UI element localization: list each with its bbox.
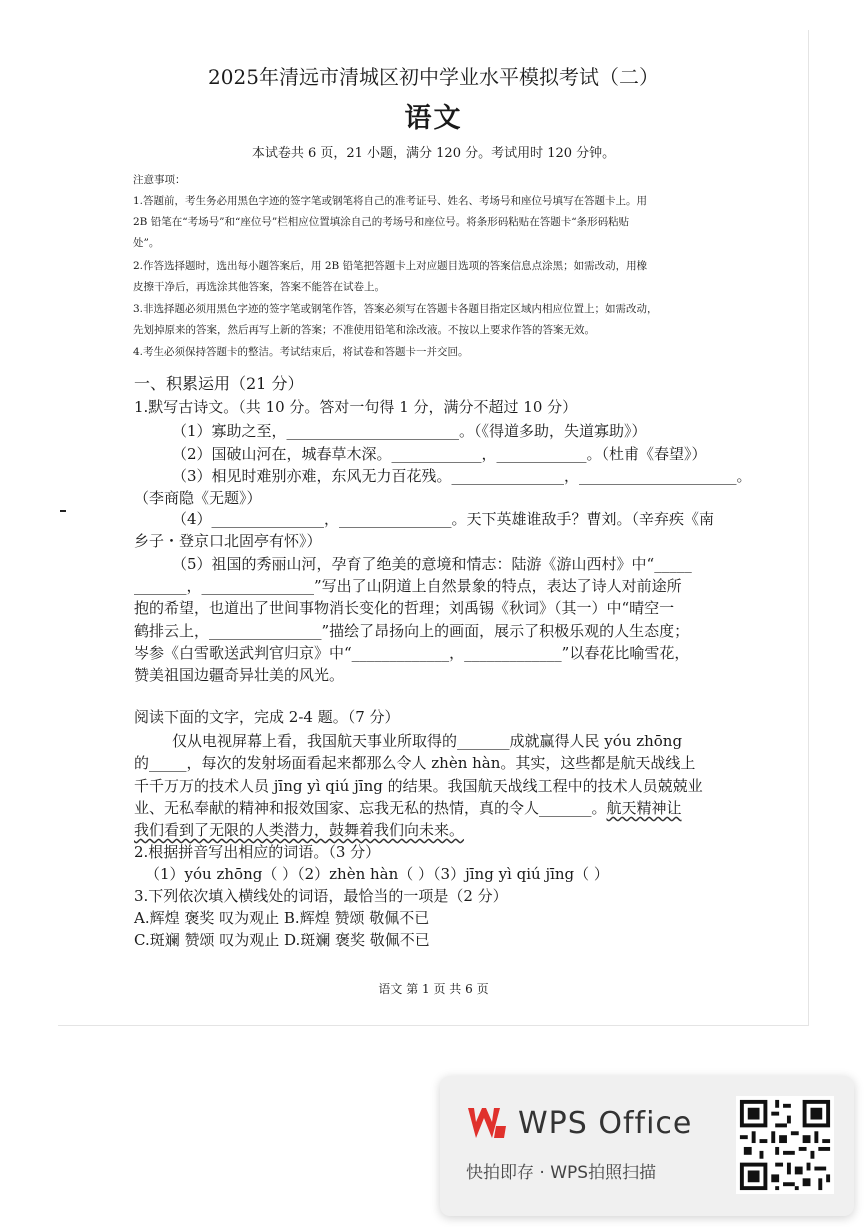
- question-1-line: 赞美祖国边疆奇异壮美的风光。: [134, 666, 345, 684]
- exam-subject: 语文: [404, 103, 463, 134]
- question-3-options: C.斑斓 赞颂 叹为观止 D.斑斓 褒奖 敬佩不已: [134, 931, 430, 949]
- reading-paragraph-line: 业、无私奉献的精神和报效国家、忘我无私的热情，真的令人_______。航天精神让: [134, 799, 682, 817]
- question-1-line: （1）寡助之至，_______________________。（《得道多助，失道寡助》）: [172, 422, 647, 440]
- question-1-line: 抱的希望，也道出了世间事物消长变化的哲理；刘禹锡《秋词》（其一）中“晴空一: [134, 599, 675, 617]
- notes-line: 2B 铅笔在“考场号”和“座位号”栏相应位置填涂自己的考场号和座位号。将条形码粘贴在答题卡“条形码粘贴: [133, 216, 630, 228]
- question-1-line: 乡子・登京口北固亭有怀》）: [134, 532, 322, 550]
- notes-line: 1.答题前，考生务必用黑色字迹的签字笔或钢笔将自己的准考证号、姓名、考场号和座位号填写在答题卡上。用: [133, 195, 648, 207]
- underlined-sentence: 我们看到了无限的人类潜力，鼓舞着我们向未来。: [134, 821, 465, 839]
- question-1-line: 岑参《白雪歌送武判官归京》中“_____________，_____________”以春花比喻雪花，: [134, 644, 690, 662]
- wps-watermark-card[interactable]: [440, 1076, 854, 1216]
- question-1-line: 鹤排云上，_______________”描绘了昂扬向上的画面，展示了积极乐观的人生态度；: [134, 622, 690, 640]
- notes-line: 先划掉原来的答案，然后再写上新的答案；不准使用铅笔和涂改液。不按以上要求作答的答案无效。: [133, 324, 595, 336]
- reading-paragraph-line: 的_____，每次的发射场面看起来都那么令人 zhèn hàn。其实，这些都是航天战线上: [134, 754, 696, 772]
- question-1-line: （2）国破山河在，城春草木深。____________，____________。（杜甫《春望》）: [172, 445, 707, 463]
- notes-line: 皮擦干净后，再选涂其他答案，答案不能答在试卷上。: [133, 281, 385, 293]
- question-1-line: （李商隐《无题》）: [134, 489, 262, 507]
- question-1-line: （4）_______________，_______________。天下英雄谁敌手？曹刘。（辛弃疾《南: [172, 510, 715, 528]
- page-footer: 语文 第 1 页 共 6 页: [378, 982, 489, 996]
- exam-title: 2025年清远市清城区初中学业水平模拟考试（二）: [208, 65, 659, 89]
- reading-paragraph-line: 仅从电视屏幕上看，我国航天事业所取得的_______成就赢得人民 yóu zhōng: [172, 732, 683, 750]
- exam-info: 本试卷共 6 页，21 小题，满分 120 分。考试用时 120 分钟。: [251, 146, 616, 161]
- question-1-line: （5）祖国的秀丽山河，孕育了绝美的意境和情志：陆游《游山西村》中“_____: [172, 555, 692, 573]
- question-1-line: （3）相见时难别亦难，东风无力百花残。_______________，_____________________。: [172, 467, 752, 485]
- notes-line: 4.考生必须保持答题卡的整洁。考试结束后，将试卷和答题卡一并交回。: [133, 346, 469, 358]
- wps-brand: WPS Office: [518, 1106, 693, 1141]
- question-2: 2.根据拼音写出相应的词语。（3 分）: [134, 843, 381, 861]
- question-3: 3.下列依次填入横线处的词语，最恰当的一项是（2 分）: [134, 887, 508, 905]
- question-2-items: （1）yóu zhōng（ ）（2）zhèn hàn（ ）（3）jīng yì qiú jīng（ ）: [145, 865, 609, 883]
- qr-code-icon[interactable]: [736, 1096, 834, 1194]
- margin-mark: [60, 510, 66, 512]
- reading-intro: 阅读下面的文字，完成 2-4 题。（7 分）: [134, 708, 400, 726]
- question-1-line: _______，_______________”写出了山阴道上自然景象的特点，表达了诗人对前途所: [134, 577, 682, 595]
- notes-line: 2.作答选择题时，选出每小题答案后，用 2B 铅笔把答题卡上对应题目选项的答案信息点涂黑；如需改动，用橡: [133, 260, 648, 272]
- notes-line: 处”。: [133, 237, 160, 249]
- question-1: 1.默写古诗文。（共 10 分。答对一句得 1 分，满分不超过 10 分）: [134, 398, 578, 416]
- wps-logo-icon: [466, 1104, 508, 1142]
- wps-tagline: 快拍即存 · WPS拍照扫描: [466, 1163, 657, 1183]
- reading-paragraph-line: 千千万万的技术人员 jīng yì qiú jīng 的结果。我国航天战线工程中的技术人员兢兢业: [134, 777, 703, 795]
- question-3-options: A.辉煌 褒奖 叹为观止 B.辉煌 赞颂 敬佩不已: [134, 909, 430, 927]
- section-heading: 一、积累运用（21 分）: [134, 374, 304, 393]
- notes-heading: 注意事项：: [133, 174, 186, 186]
- underlined-sentence: 航天精神让: [606, 799, 682, 817]
- notes-line: 3.非选择题必须用黑色字迹的签字笔或钢笔作答，答案必须写在答题卡各题目指定区域内相应位置上；如需改动，: [133, 303, 658, 315]
